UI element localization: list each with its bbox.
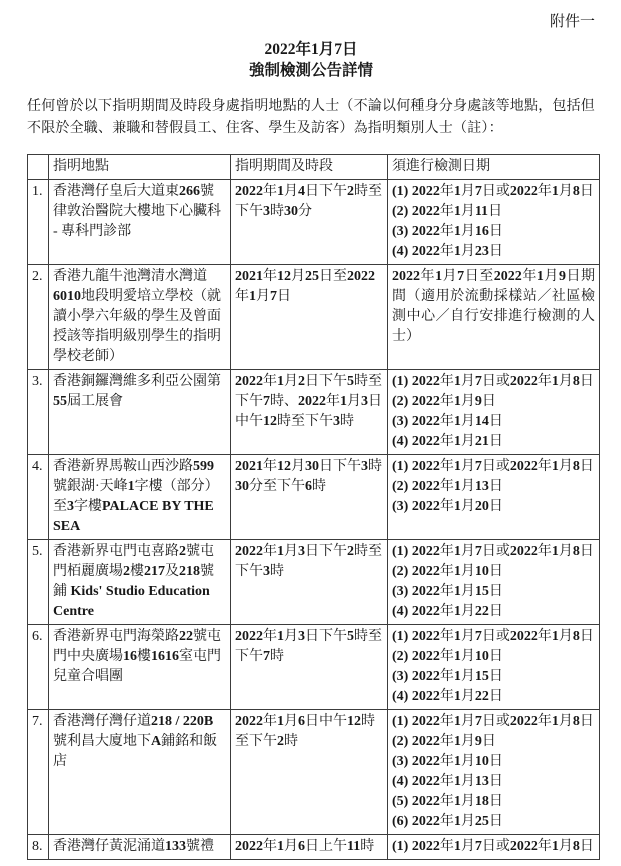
date-line: (4) 2022年1月13日 bbox=[392, 774, 503, 789]
table-row bbox=[28, 540, 600, 625]
date-line: (3) 2022年1月15日 bbox=[392, 669, 503, 684]
period-cell: 2021年12月25日至2022年1月7日 bbox=[231, 265, 388, 370]
row-number: 5. bbox=[28, 540, 49, 625]
table-row bbox=[28, 455, 600, 540]
table-row bbox=[28, 265, 600, 370]
date-line: (5) 2022年1月18日 bbox=[392, 794, 503, 809]
doc-title-date: 2022年1月7日 bbox=[264, 41, 358, 58]
date-line: (2) 2022年1月11日 bbox=[392, 204, 503, 219]
period-cell: 2022年1月2日下午5時至下午7時、2022年1月3日中午12時至下午3時 bbox=[231, 370, 388, 455]
table-row bbox=[28, 835, 600, 860]
date-line: (1) 2022年1月7日或2022年1月8日 bbox=[392, 184, 594, 199]
location-cell: 香港灣仔皇后大道東266號律敦治醫院大樓地下心臟科 - 專科門診部 bbox=[49, 180, 231, 265]
period-cell: 2022年1月4日下午2時至下午3時30分 bbox=[231, 180, 388, 265]
location-cell: 香港新界屯門海榮路22號屯門中央廣場16樓1616室屯門兒童合唱團 bbox=[49, 625, 231, 710]
location-cell: 香港灣仔灣仔道218 / 220B號利昌大廈地下A鋪銘和飯店 bbox=[49, 710, 231, 835]
date-line: 2022年1月7日至2022年1月9日期間（適用於流動採樣站／社區檢測中心／自行安排進行檢測的人士） bbox=[392, 269, 596, 344]
date-line: (2) 2022年1月10日 bbox=[392, 649, 503, 664]
date-line: (4) 2022年1月21日 bbox=[392, 434, 503, 449]
row-number: 3. bbox=[28, 370, 49, 455]
period-cell: 2022年1月6日上午11時 bbox=[231, 835, 388, 860]
date-line: (2) 2022年1月13日 bbox=[392, 479, 503, 494]
date-line: (1) 2022年1月7日或2022年1月8日 bbox=[392, 544, 594, 559]
location-cell: 香港新界屯門屯喜路2號屯門栢麗廣場2樓217及218號鋪 Kids' Studio Education Centre bbox=[49, 540, 231, 625]
date-line: (3) 2022年1月16日 bbox=[392, 224, 503, 239]
date-line: (1) 2022年1月7日或2022年1月8日 bbox=[392, 629, 594, 644]
period-cell: 2022年1月3日下午5時至下午7時 bbox=[231, 625, 388, 710]
date-line: (2) 2022年1月9日 bbox=[392, 394, 496, 409]
table-header-row bbox=[28, 155, 600, 180]
col-header-period: 指明期間及時段 bbox=[231, 155, 388, 180]
doc-title: 強制檢測公告詳情 bbox=[248, 62, 373, 79]
date-line: (3) 2022年1月10日 bbox=[392, 754, 503, 769]
row-number: 2. bbox=[28, 265, 49, 370]
dates-cell bbox=[388, 370, 600, 455]
row-number: 6. bbox=[28, 625, 49, 710]
dates-cell bbox=[388, 710, 600, 835]
appendix-label: 附件一 bbox=[549, 14, 595, 30]
col-header-test-dates: 須進行檢測日期 bbox=[388, 155, 600, 180]
col-header-location: 指明地點 bbox=[49, 155, 231, 180]
title-block bbox=[27, 39, 595, 81]
date-line: (3) 2022年1月14日 bbox=[392, 414, 503, 429]
dates-cell bbox=[388, 265, 600, 370]
date-line: (2) 2022年1月9日 bbox=[392, 734, 496, 749]
date-line: (3) 2022年1月15日 bbox=[392, 584, 503, 599]
location-cell: 香港灣仔黃泥涌道133號禮 bbox=[49, 835, 231, 860]
date-line: (4) 2022年1月23日 bbox=[392, 244, 503, 259]
date-line: (6) 2022年1月25日 bbox=[392, 814, 503, 829]
row-number: 7. bbox=[28, 710, 49, 835]
dates-cell bbox=[388, 180, 600, 265]
location-cell: 香港銅鑼灣維多利亞公園第55屆工展會 bbox=[49, 370, 231, 455]
table-row bbox=[28, 625, 600, 710]
date-line: (1) 2022年1月7日或2022年1月8日 bbox=[392, 374, 594, 389]
period-cell: 2021年12月30日下午3時30分至下午6時 bbox=[231, 455, 388, 540]
location-cell: 香港九龍牛池灣清水灣道6010地段明愛培立學校（就讀小學六年級的學生及曾面授該等指明級別學生的指明學校老師） bbox=[49, 265, 231, 370]
table-row bbox=[28, 370, 600, 455]
row-number: 4. bbox=[28, 455, 49, 540]
date-line: (2) 2022年1月10日 bbox=[392, 564, 503, 579]
row-number: 1. bbox=[28, 180, 49, 265]
dates-cell bbox=[388, 540, 600, 625]
date-line: (3) 2022年1月20日 bbox=[392, 499, 503, 514]
intro-paragraph: 任何曾於以下指明期間及時段身處指明地點的人士（不論以何種身分身處該等地點，包括但不限於全職、兼職和替假員工、住客、學生及訪客）為指明類別人士（註）： bbox=[27, 99, 595, 136]
date-line: (1) 2022年1月7日或2022年1月8日 bbox=[392, 459, 594, 474]
notice-table bbox=[27, 154, 600, 860]
period-cell: 2022年1月6日中午12時至下午2時 bbox=[231, 710, 388, 835]
row-number: 8. bbox=[28, 835, 49, 860]
dates-cell bbox=[388, 455, 600, 540]
date-line: (1) 2022年1月7日或2022年1月8日 bbox=[392, 714, 594, 729]
location-cell: 香港新界馬鞍山西沙路599號銀湖·天峰1字樓（部分）至3字樓PALACE BY THE SEA bbox=[49, 455, 231, 540]
dates-cell bbox=[388, 835, 600, 860]
table-row bbox=[28, 710, 600, 835]
period-cell: 2022年1月3日下午2時至下午3時 bbox=[231, 540, 388, 625]
date-line: (4) 2022年1月22日 bbox=[392, 689, 503, 704]
col-header-number bbox=[28, 155, 49, 180]
dates-cell bbox=[388, 625, 600, 710]
date-line: (4) 2022年1月22日 bbox=[392, 604, 503, 619]
date-line: (1) 2022年1月7日或2022年1月8日 bbox=[392, 839, 594, 854]
table-row bbox=[28, 180, 600, 265]
